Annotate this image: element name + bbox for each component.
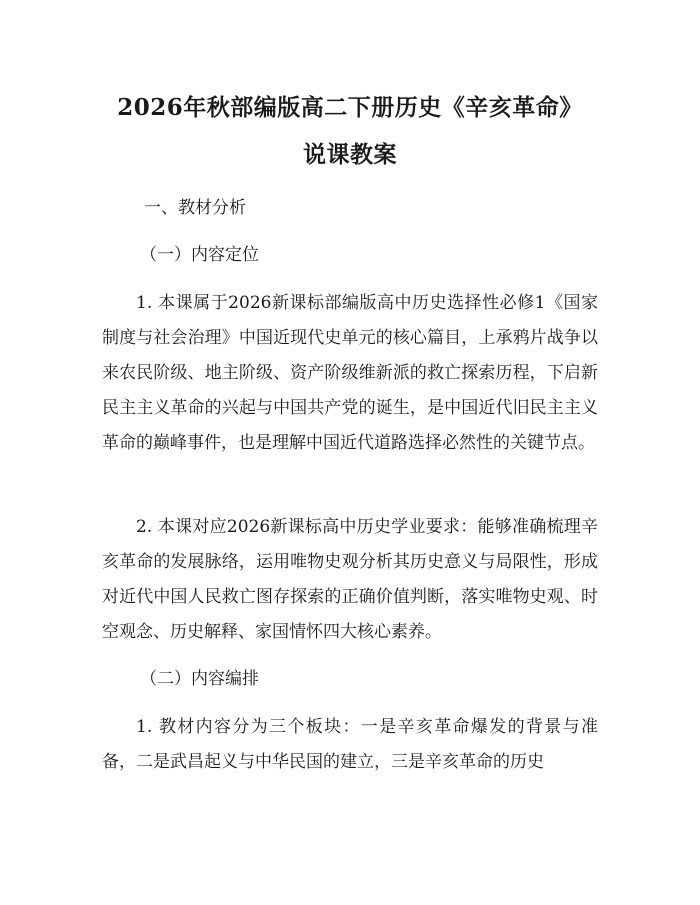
paragraph-1: 1. 本课属于2026新课标部编版高中历史选择性必修1《国家制度与社会治理》中国近现代史单元的核心篇目，上承鸦片战争以来农民阶级、地主阶级、资产阶级维新派的救亡探索历程，下启新民主主义革命的兴起与中国共产党的诞生，是中国近代旧民主主义革命的巅峰事件，也是理解中国近代道路选择必然性的关键节点。	[102, 293, 598, 453]
document-title-line-2: 说课教案	[303, 141, 397, 168]
paragraph-3: 1. 教材内容分为三个板块：一是辛亥革命爆发的背景与准备，二是武昌起义与中华民国的建立，三是辛亥革命的历史	[102, 717, 598, 772]
section-heading-teaching-material-analysis: 一、教材分析	[144, 198, 246, 218]
subsection-heading-content-arrangement: （二）内容编排	[140, 669, 259, 689]
document-title-line-1: 2026年秋部编版高二下册历史《辛亥革命》	[117, 94, 583, 121]
subsection-heading-content-positioning: （一）内容定位	[140, 245, 259, 265]
paragraph-2: 2. 本课对应2026新课标高中历史学业要求：能够准确梳理辛亥革命的发展脉络，运用唯物史观分析其历史意义与局限性，形成对近代中国人民救亡图存探索的正确价值判断，落实唯物史观、时空观念、历史解释、家国情怀四大核心素养。	[102, 517, 598, 642]
